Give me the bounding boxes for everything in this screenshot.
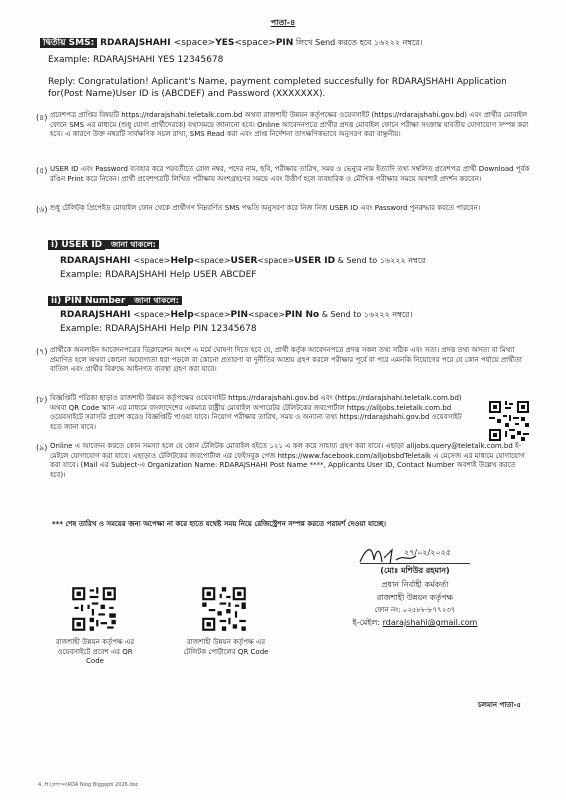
- signatory-designation: প্রধান নির্বাহী কর্মকর্তা: [381, 580, 449, 589]
- userid-heading: [48, 240, 159, 252]
- sms2-suffix: লিখে Send করতে হবে ১৬২২২ নম্বরে।: [293, 38, 423, 47]
- closing-note: *** শেষ তারিখ ও সময়ের জন্য অপেক্ষা না করে হাতে যথেষ্ট সময় নিয়ে রেজিস্ট্রেশন সম্পন্ন করতে পরামর্শ দেওয়া যাচ্ছে।: [52, 520, 386, 528]
- pin-pinno: PIN No: [284, 310, 320, 320]
- userid-space1: <space>: [133, 256, 171, 265]
- item-8-mark: (৮): [36, 395, 48, 404]
- item-5-mark: (৫): [36, 166, 48, 175]
- item-7-mark: (৭): [36, 347, 48, 356]
- userid-user: USER: [230, 256, 258, 266]
- signatory-email[interactable]: rdarajshahi@gmail.com: [382, 618, 478, 627]
- teletalk-qr-code[interactable]: [487, 399, 531, 443]
- pin-heading: [48, 296, 182, 308]
- footer-file-path: 4. H:\প্রশাসন\RDA Niog Biggopti 2026.doc: [38, 782, 139, 788]
- userid-userid: USER ID: [294, 256, 336, 266]
- sms2-example: Example: RDARAJSHAHI YES 12345678: [48, 55, 224, 65]
- qr-code-icon: [487, 399, 531, 443]
- item-7-text: প্রার্থীকে অনলাইন আবেদনপত্রের ডিক্লারেশন অংশে এ মর্মে ঘোষণা দিতে হবে যে, প্রার্থী কর্তৃক আবেদনপত্রে প্রদত্ত সকল তথ্য সঠিক এবং সত্য। প্রদত্ত তথ্য অসত্য বা মিথ্যা প্রমাণিত হলে অথবা কোনো অযোগ্যতা ধরা পড়লে বা কোনো প্রতারণা বা দুর্নীতির আশ্রয় গ্রহণ করলে পরীক্ষার পূর্বে বা পরে এমনকি নিয়োগের পরে যে কোন পর্যায়ে প্রার্থীতা বাতিল এবং প্রার্থীর বিরুদ্ধে আইনগত ব্যবস্থা গ্রহণ করা যাবে।: [50, 346, 522, 373]
- item-6-mark: (৬): [36, 205, 48, 214]
- userid-space3: <space>: [257, 256, 295, 265]
- signature-line: [360, 563, 470, 564]
- sms2-reply: Reply: Congratulation! Aplicant's Name, payment completed succesfully for RDARAJSHAHI Application for(Post Name)User ID is (ABCDEF) and Password (XXXXXXX).: [48, 77, 507, 99]
- sms2-space2: <space>: [234, 38, 276, 48]
- pin-example: Example: RDARAJSHAHI Help PIN 12345678: [60, 324, 257, 334]
- sms2-space1: <space>: [173, 38, 216, 48]
- pin-label-suffix: জানা থাকলে:: [128, 296, 182, 305]
- signature-date: ২৭/০২/২০২৫: [404, 548, 451, 557]
- item-6-text: শুধু টেলিটক প্রিপেইড মোবাইল ফোন থেকে প্রার্থীগণ নিম্নবর্ণিত SMS পদ্ধতি অনুসরণ করে নিজ নিজ USER ID এবং Password পুনরুদ্ধার করতে পারবেন।: [50, 204, 481, 212]
- qr-code-icon: [70, 585, 118, 633]
- userid-label-suffix: জানা থাকলে:: [105, 240, 159, 249]
- page-number: পাতা-৪: [270, 18, 296, 27]
- userid-label: i) USER ID: [48, 240, 105, 250]
- item-9-text: Online এ আবেদন করতে কোন সমস্যা হলে যে কোন টেলিটক মোবাইল হইতে ১২১ এ কল করে সাহায্য গ্রহণ করা যাবে। এছাড়া alljobs.query@teletalk.com.bd ই-মেইলে যোগাযোগ করা যাবে। এছাড়াও টেলিটকের জবপোর্টাল এর ফেইসবুক পেজ https://www.facebook.com/alljobsbdTeletalk এ মেসেজ এর মাধ্যমে যোগাযোগ করা যাবে। (Mail এর Subject-এ Organization Name: RDARAJSHAHI Post Name ****, Applicants User ID, Contact Number অবশ্যই উল্লেখ করতে হবে)।: [50, 442, 525, 479]
- userid-cmd-pre: RDARAJSHAHI: [60, 256, 134, 266]
- rda-qr-caption: রাজশাহী উন্নয়ন কর্তৃপক্ষ এর ওয়েবসাইটে প্রবেশ এর QR Code: [55, 638, 135, 665]
- signatory-org: রাজশাহী উন্নয়ন কর্তৃপক্ষ: [376, 593, 454, 602]
- pin-help: Help: [170, 310, 194, 320]
- sms2-pin: PIN: [275, 38, 294, 48]
- rda-website-qr-code[interactable]: [70, 585, 118, 633]
- item-5-text: USER ID এবং Password ব্যবহার করে পরবর্তীতে রোল নম্বর, পদের নাম, ছবি, পরীক্ষার তারিখ, সময় ও ভেন্যুর নাম ইত্যাদি তথ্য সম্বলিত প্রবেশপত্র প্রার্থী Download পূর্বক রঙিন Print করে নিবেন। প্রার্থী প্রবেশপত্রটি লিখিত পরীক্ষায় অংশগ্রহণের সময়ে এবং উত্তীর্ণ হলে ব্যবহারিক ও মৌখিক পরীক্ষার সময়ে অবশ্যই প্রদর্শন করবেন।: [50, 165, 530, 183]
- item-9-mark: (৯): [36, 443, 48, 452]
- userid-example: Example: RDARAJSHAHI Help USER ABCDEF: [60, 270, 257, 280]
- sms2-label: দ্বিতীয় SMS:: [40, 38, 97, 48]
- pin-command: [60, 310, 540, 322]
- signatory-phone: ফোন নং: ০২৫৮৮-৮৭৭২৩৭: [374, 606, 456, 614]
- sms2-format: [40, 38, 540, 50]
- item-4-text: প্রবেশপত্র প্রাপ্তির বিষয়টি https://rdarajshahi.teletalk.com.bd অথবা রাজশাহী উন্নয়ন কর্তৃপক্ষের ওয়েবসাইট (https://rdarajshahi.gov.bd) এবং প্রার্থীর মোবাইল ফোনে SMS এর মাধ্যমে (শুধু যোগ্য প্রার্থীদেরকে) যথাসময়ে জানানো হবে। Online আবেদনপত্রে প্রার্থীর প্রদত্ত মোবাইল ফোনে পরীক্ষা সংক্রান্ত যাবতীয় যোগাযোগ সম্পন্ন করা হবে। এ কারণে উক্ত নম্বরটি সার্বক্ষণিক সচল রাখা, SMS Read করা এবং প্রাপ্ত নির্দেশনা তাৎক্ষণিকভাবে অনুসরণ করা বাঞ্ছনীয়।: [50, 111, 529, 138]
- signatory-name: (মোঃ মশিউর রহমান): [380, 566, 450, 575]
- sms2-format-pre: RDARAJSHAHI: [100, 38, 174, 48]
- signatory-email-row: [325, 618, 505, 629]
- userid-send: & Send to ১৬২২২ নম্বরে: [335, 256, 426, 265]
- pin-send: & Send to ১৬২২২ নম্বরে।: [319, 310, 413, 319]
- sms2-yes: YES: [215, 38, 235, 48]
- teletalk-qr-caption: রাজশাহী উন্নয়ন কর্তৃপক্ষ এর টেলিটক পোর্টালের QR Code: [183, 638, 269, 656]
- next-page-marker: চলমান পাতা-৫: [478, 701, 522, 709]
- userid-space2: <space>: [193, 256, 231, 265]
- teletalk-portal-qr-code[interactable]: [200, 585, 248, 633]
- userid-help: Help: [170, 256, 194, 266]
- pin-cmd-pre: RDARAJSHAHI: [60, 310, 134, 320]
- pin-label: ii) PIN Number: [48, 296, 128, 306]
- email-label: ই-মেইল:: [352, 618, 383, 627]
- item-4-mark: (৪): [36, 113, 48, 122]
- qr-code-icon: [200, 585, 248, 633]
- pin-space2: <space>: [193, 310, 231, 319]
- pin-space3: <space>: [248, 310, 285, 319]
- item-8-text: বিজ্ঞপ্তিটি পত্রিকা ছাড়াও রাজশাহী উন্নয়ন কর্তৃপক্ষের ওয়েবসাইট https://rdarajshahi.gov.bd এবং (https://rdarajshahi.teletalk.com.bd) অথবা QR Code স্ক্যান এর মাধ্যমে বাংলাদেশের একমাত্র রাষ্ট্রীয় মোবাইল অপারেটর টেলিটকের জবপোর্টাল https://alljobs.teletalk.com.bd ওয়েবসাইটে সরাসরি প্রবেশ করেও বিজ্ঞপ্তিটি পাওয়া যাবে। নিয়োগ পরীক্ষার তারিখ, সময় ও অন্যান্য তথ্য https://rdarajshahi.gov.bd ওয়েবসাইট হতে জানা যাবে।: [50, 394, 462, 431]
- pin-pin: PIN: [230, 310, 249, 320]
- userid-command: [60, 256, 540, 268]
- pin-space1: <space>: [133, 310, 171, 319]
